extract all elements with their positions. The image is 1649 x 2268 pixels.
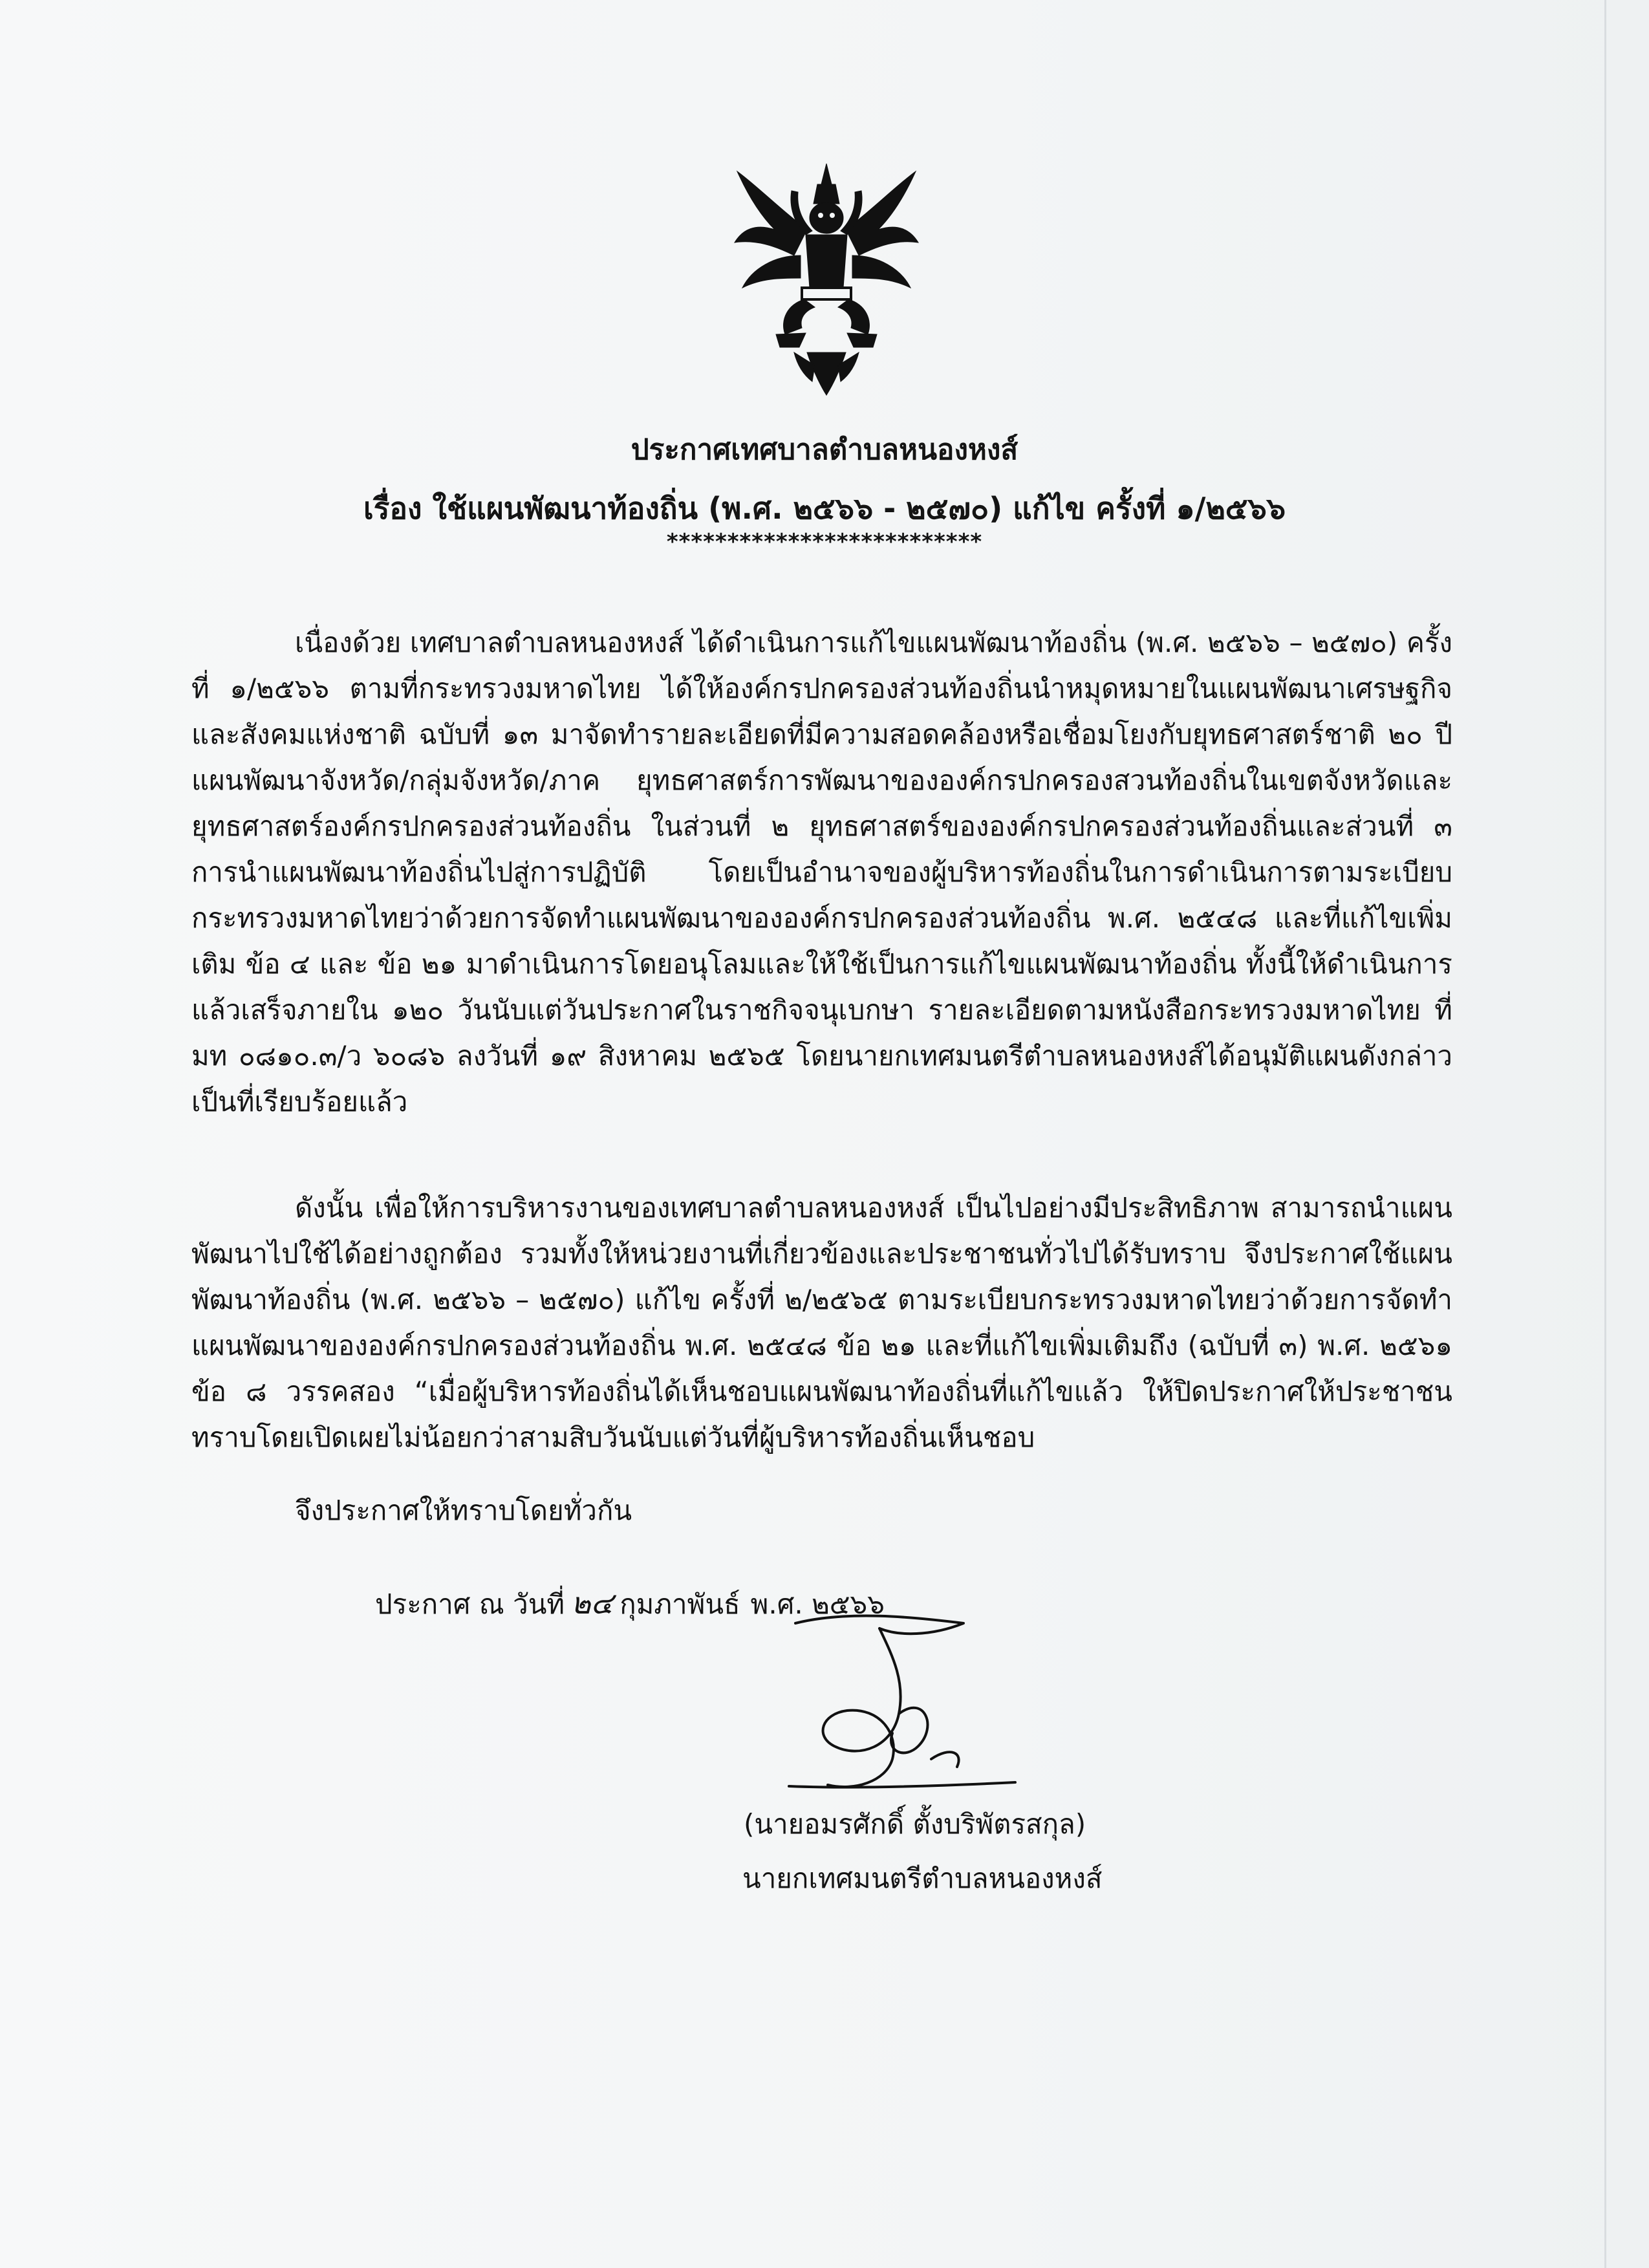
signer-position: นายกเทศมนตรีตำบลหนองหงส์ [742,1863,1103,1894]
body-paragraph-1: เนื่องด้วย เทศบาลตำบลหนองหงส์ ได้ดำเนินการแก้ไขแผนพัฒนาท้องถิ่น (พ.ศ. ๒๕๖๖ – ๒๕๗๐) ครั้งที่ ๑/๒๕๖๖ ตามที่กระทรวงมหาดไทย ได้ให้องค์กรปกครองส่วนท้องถิ่นนำหมุดหมายในแผนพัฒนาเศรษฐกิจและสังคมแห่งชาติ ฉบับที่ ๑๓ มาจัดทำรายละเอียดที่มีความสอดคล้องหรือเชื่อมโยงกับยุทธศาสตร์ชาติ ๒๐ ปี แผนพัฒนาจังหวัด/กลุ่มจังหวัด/ภาค ยุทธศาสตร์การพัฒนาขององค์กรปกครองสวนท้องถิ่นในเขตจังหวัดและยุทธศาสตร์องค์กรปกครองส่วนท้องถิ่น ในส่วนที่ ๒ ยุทธศาสตร์ขององค์กรปกครองส่วนท้องถิ่นและส่วนที่ ๓ การนำแผนพัฒนาท้องถิ่นไปสู่การปฏิบัติ โดยเป็นอำนาจของผู้บริหารท้องถิ่นในการดำเนินการตามระเบียบกระทรวงมหาดไทยว่าด้วยการจัดทำแผนพัฒนาขององค์กรปกครองส่วนท้องถิ่น พ.ศ. ๒๕๔๘ และที่แก้ไขเพิ่มเติม ข้อ ๔ และ ข้อ ๒๑ มาดำเนินการโดยอนุโลมและให้ใช้เป็นการแก้ไขแผนพัฒนาท้องถิ่น ทั้งนี้ให้ดำเนินการแล้วเสร็จภายใน ๑๒๐ วันนับแต่วันประกาศในราชกิจจนุเบกษา รายละเอียดตามหนังสือกระทรวงมหาดไทย ที่ มท ๐๘๑๐.๓/ว ๖๐๘๖ ลงวันที่ ๑๙ สิงหาคม ๒๕๖๕ โดยนายกเทศมนตรีตำบลหนองหงส์ได้อนุมัติแผนดังกล่าว เป็นที่เรียบร้อยแล้ว [191,627,1452,1118]
document-subject: เรื่อง ใช้แผนพัฒนาท้องถิ่น (พ.ศ. ๒๕๖๖ - ๒๕๗๐) แก้ไข ครั้งที่ ๑/๒๕๖๖ [363,491,1286,526]
announcement-month: กุมภาพันธ์ [620,1588,740,1620]
announcement-day-handwritten: ๒๔ [571,1586,614,1621]
page-edge-line [1604,0,1606,2268]
body-paragraph-2: ดังนั้น เพื่อให้การบริหารงานของเทศบาลตำบลหนองหงส์ เป็นไปอย่างมีประสิทธิภาพ สามารถนำแผนพัฒนาไปใช้ได้อย่างถูกต้อง รวมทั้งให้หน่วยงานที่เกี่ยวข้องและประชาชนทั่วไปได้รับทราบ จึงประกาศใช้แผนพัฒนาท้องถิ่น (พ.ศ. ๒๕๖๖ – ๒๕๗๐) แก้ไข ครั้งที่ ๒/๒๕๖๕ ตามระเบียบกระทรวงมหาดไทยว่าด้วยการจัดทำแผนพัฒนาขององค์กรปกครองส่วนท้องถิ่น พ.ศ. ๒๕๔๘ ข้อ ๒๑ และที่แก้ไขเพิ่มเติมถึง (ฉบับที่ ๓) พ.ศ. ๒๕๖๑ ข้อ ๘ วรรคสอง “เมื่อผู้บริหารท้องถิ่นได้เห็นชอบแผนพัฒนาท้องถิ่นที่แก้ไขแล้ว ให้ปิดประกาศให้ประชาชนทราบโดยเปิดเผยไม่น้อยกว่าสามสิบวันนับแต่วันที่ผู้บริหารท้องถิ่นเห็นชอบ [191,1192,1452,1453]
announcement-prefix: ประกาศ ณ วันที่ [375,1588,565,1620]
handwritten-signature [770,1597,1041,1804]
document-title: ประกาศเทศบาลตำบลหนองหงส์ [630,433,1018,466]
announcement-year: พ.ศ. ๒๕๖๖ [750,1588,885,1620]
signer-name: (นายอมรศักดิ์ ตั้งบริพัตรสกุล) [744,1808,1086,1840]
title-separator: ************************** [666,529,983,555]
closing-line: จึงประกาศให้ทราบโดยทั่วกัน [295,1495,632,1526]
garuda-emblem-icon [729,158,923,398]
